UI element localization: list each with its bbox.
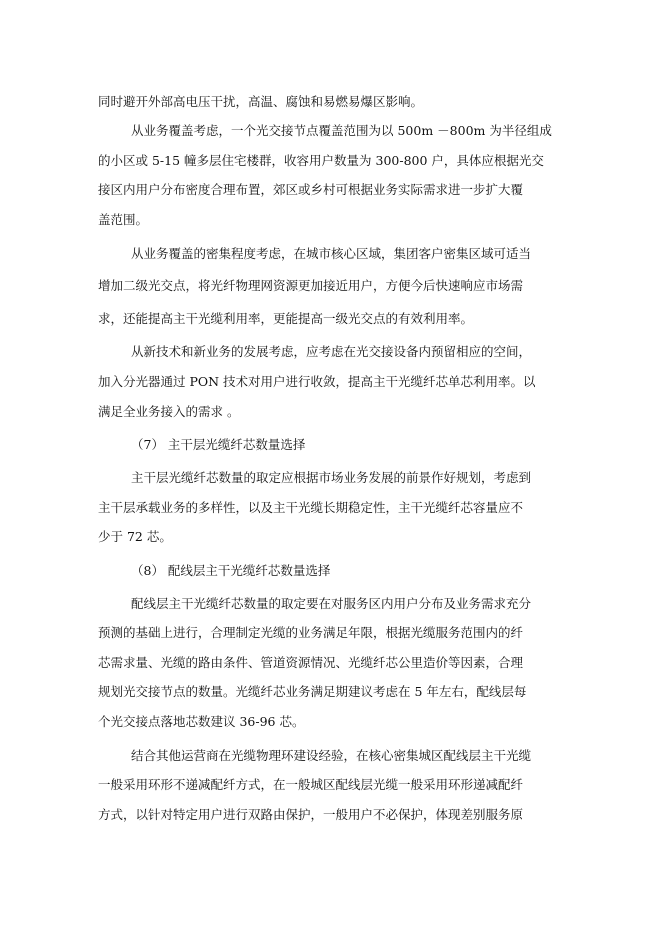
text-line: 接区内用户分布密度合理布置，郊区或乡村可根据业务实际需求进一步扩大覆 [98,182,524,197]
paragraph-first-line: 从业务覆盖考虑，一个光交接节点覆盖范围为以 500m －800m 为半径组成 [131,123,552,138]
paragraph-first-line: 配线层主干光缆纤芯数量的取定要在对服务区内用户分布及业务需求充分 [131,596,532,611]
text-line: 满足全业务接入的需求 。 [98,404,240,419]
text-line: 方式，以针对特定用户进行双路由保护，一般用户不必保护，体现差别服务原 [98,807,524,822]
text-line: 盖范围。 [98,212,149,227]
paragraph-first-line: 从业务覆盖的密集程度考虑，在城市核心区域，集团客户密集区域可适当 [131,246,532,261]
text-line: 的小区或 5-15 幢多层住宅楼群，收容用户数量为 300-800 户，具体应根据光交 [98,153,544,168]
text-line: 主干层承载业务的多样性，以及主干光缆长期稳定性，主干光缆纤芯容量应不 [98,500,524,515]
paragraph-first-line: 主干层光缆纤芯数量的取定应根据市场业务发展的前景作好规划，考虑到 [131,470,532,485]
section-heading-7: （7） 主干层光缆纤芯数量选择 [131,437,306,452]
text-line: 增加二级光交点，将光纤物理网资源更加接近用户，方便今后快速响应市场需 [98,278,524,293]
text-line: 芯需求量、光缆的路由条件、管道资源情况、光缆纤芯公里造价等因素，合理 [98,655,524,670]
text-line: 少于 72 芯。 [98,529,172,544]
text-line: 加入分光器通过 PON 技术对用户进行收敛，提高主干光缆纤芯单芯利用率。以 [98,374,536,389]
text-line: 求，还能提高主干光缆利用率，更能提高一级光交点的有效利用率。 [98,311,474,326]
text-line: 规划光交接节点的数量。光缆纤芯业务满足期建议考虑在 5 年左右，配线层每 [98,684,527,699]
text-line: 个光交接点落地芯数建议 36-96 芯。 [98,714,305,729]
text-line: 同时避开外部高电压干扰，高温、腐蚀和易燃易爆区影响。 [98,94,424,109]
section-heading-8: （8） 配线层主干光缆纤芯数量选择 [131,563,331,578]
text-line: 预测的基础上进行，合理制定光缆的业务满足年限，根据光缆服务范围内的纤 [98,625,524,640]
paragraph-first-line: 从新技术和新业务的发展考虑，应考虑在光交接设备内预留相应的空间， [131,344,532,359]
paragraph-first-line: 结合其他运营商在光缆物理环建设经验，在核心密集城区配线层主干光缆 [131,748,532,763]
text-line: 一般采用环形不递减配纤方式，在一般城区配线层光缆一般采用环形递减配纤 [98,777,524,792]
